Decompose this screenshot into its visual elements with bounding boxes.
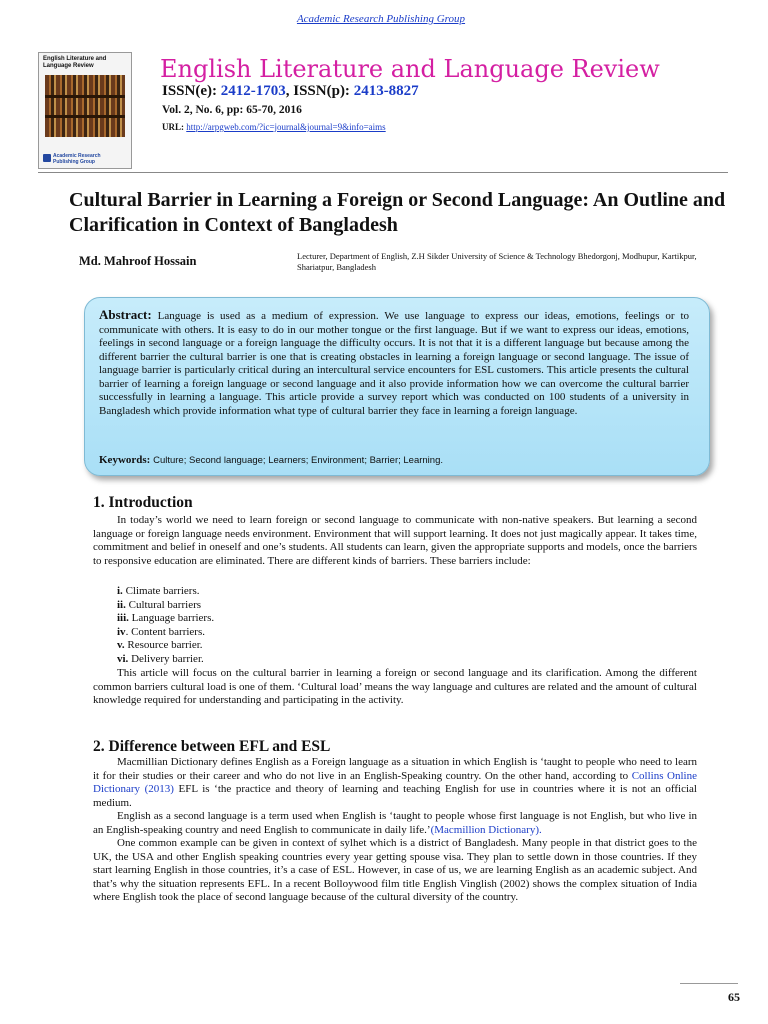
shelf-divider xyxy=(45,95,125,98)
list-text: Climate barriers. xyxy=(122,585,200,597)
abstract-body: Language is used as a medium of expression. We use language to express our ideas, emotions, feelings or to communicate with others. It is easy to do in our mother tongue or the first language. But if we want to express our ideas, emotions, feelings in second language or a foreign language the difficulty occurs. It is not that it is a different language but because among the different barrier the cultural barrier is one that is creating obstacles in learning a foreign language or second language. The issue of language barrier is particularly critical during an intercultural service encounters for ESL customers. This article presents the cultural barrier of learning a foreign language or second language and it also provide information how we can overcome the cultural barrier successfully in learning a language. This article provide a survey report which was conducted on 100 students of a university in Bangladesh which provide information what type of cultural barrier they face in learning a foreign language. xyxy=(99,310,689,417)
list-text: . Content barriers. xyxy=(125,625,205,638)
list-item xyxy=(117,653,214,667)
issn-e-value: 2412-1703 xyxy=(220,83,286,99)
paragraph-text: English as a second language is a term used when English is ‘taught to people whose first language is not English, but who live in an English-speaking country and need English to communicate in daily life.’ xyxy=(93,810,697,836)
library-shelves-image xyxy=(45,75,125,137)
abstract-text-block xyxy=(99,308,689,418)
header-divider xyxy=(38,172,728,173)
paragraph-text: EFL is ‘the practice and theory of learning and teaching English for use in countries where it is not an official medium. xyxy=(93,783,697,809)
issn-e-label: ISSN(e): xyxy=(162,83,221,99)
footer-divider xyxy=(680,983,738,984)
url-line xyxy=(162,122,386,132)
author-name: Md. Mahroof Hossain xyxy=(79,254,197,268)
journal-title: English Literature and Language Review xyxy=(160,55,660,83)
issn-p-value: 2413-8827 xyxy=(353,83,419,99)
publisher-name[interactable]: Academic Research Publishing Group xyxy=(296,13,466,25)
list-number: ii. xyxy=(117,598,126,611)
section2-paragraph-2 xyxy=(93,810,697,837)
intro-paragraph-2 xyxy=(93,667,697,708)
paragraph-text: In today’s world we need to learn foreign or second language to communicate with non-native speakers. But learning a second language or foreign language needs environment. Environment that will support learning. It does not just magically appear. It takes time, commitment and belief in oneself and one’s students. All students can learn, given the appropriate supports and models, once the barriers to responsive education are eliminated. There are different kinds of barriers. These barriers include: xyxy=(93,514,697,567)
list-text: Language barriers. xyxy=(128,612,215,624)
volume-info: Vol. 2, No. 6, pp: 65-70, 2016 xyxy=(162,104,302,116)
section2-body xyxy=(93,756,697,905)
keywords-list: Culture; Second language; Learners; Environment; Barrier; Learning. xyxy=(153,455,443,466)
intro-paragraph-1 xyxy=(93,514,697,568)
author-affiliation: Lecturer, Department of English, Z.H Sikder University of Science & Technology Bhedorgonj, Modhupur, Kartikpur, Shariatpur, Bangladesh xyxy=(297,251,697,272)
abstract-label: Abstract: xyxy=(99,307,152,322)
section2-paragraph-1 xyxy=(93,756,697,810)
list-item xyxy=(117,639,214,653)
list-number: i. xyxy=(117,585,123,597)
paragraph-text: Macmillian Dictionary defines English as a Foreign language as a situation in which English is ‘taught to people who need to learn it for their studies or their career and who do not live in an English-Speaking country. On the other hand, according to xyxy=(93,756,697,782)
issn-line xyxy=(162,83,419,100)
cover-title: English Literature and Language Review xyxy=(43,56,107,69)
journal-url-link[interactable]: http://arpgweb.com/?ic=journal&journal=9&info=aims xyxy=(186,122,386,132)
list-item xyxy=(117,612,214,626)
collins-citation-link[interactable]: Collins Online Dictionary (2013) xyxy=(93,769,697,795)
url-label: URL: xyxy=(162,122,187,132)
list-number: v. xyxy=(117,639,125,651)
journal-cover-image xyxy=(38,52,132,169)
publisher-link[interactable] xyxy=(0,13,762,25)
list-text: Resource barrier. xyxy=(124,639,203,651)
keywords-line xyxy=(99,454,689,466)
list-text: Delivery barrier. xyxy=(128,652,204,665)
list-number: vi. xyxy=(117,652,129,665)
section-heading-efl-esl: 2. Difference between EFL and ESL xyxy=(93,738,331,755)
cover-publisher: Academic Research Publishing Group xyxy=(53,153,101,165)
list-number: iv xyxy=(117,625,126,638)
paragraph-text: This article will focus on the cultural barrier in learning a foreign or second language and its clarification. Among the different common barriers cultural load is one of them. ‘Cultural load’ means the way language and cultures are related and the amount of cultural knowledge required for understanding and participating in the activity. xyxy=(93,667,697,706)
list-item xyxy=(117,626,214,640)
macmillan-citation-link[interactable]: (Macmillion Dictionary). xyxy=(430,823,542,836)
shelf-divider xyxy=(45,115,125,118)
list-item xyxy=(117,599,214,613)
list-item xyxy=(117,585,214,599)
publisher-logo-icon xyxy=(43,154,51,162)
section2-paragraph-3: One common example can be given in context of sylhet which is a district of Bangladesh. Many people in that district goes to the UK, the USA and other English speaking countries every year getting spouse visa. They plan to settle down in those countries. If they start learning English in those countries, it’s a case of ESL. However, in case of us, we are learning English as an academic subject. And that’s why the situation represents EFL. In a recent Bolloywood film title English Vinglish (2002) shows the complex situation of India where English took the place of second language because of the cultural diversity of the country. xyxy=(93,837,697,903)
list-text: Cultural barriers xyxy=(125,598,202,611)
paper-title: Cultural Barrier in Learning a Foreign or Second Language: An Outline and Clarification in Context of Bangladesh xyxy=(69,189,726,236)
page-number: 65 xyxy=(728,990,740,1004)
barrier-list xyxy=(117,585,214,666)
issn-p-label: , ISSN(p): xyxy=(285,83,354,99)
list-number: iii. xyxy=(117,612,129,624)
keywords-label: Keywords: xyxy=(99,454,151,466)
section-heading-introduction: 1. Introduction xyxy=(93,494,193,511)
